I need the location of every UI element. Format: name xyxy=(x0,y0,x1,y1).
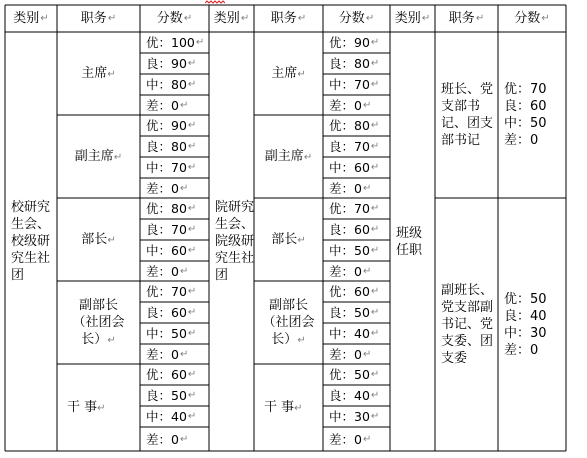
score-college-vice-chairman-fair: 中：60 ↵ xyxy=(329,160,380,175)
score-class-vice-monitor xyxy=(498,198,566,451)
header-score-1: 分数 ↵ xyxy=(156,11,193,26)
score-college-vice-chairman-poor: 差：0 ↵ xyxy=(329,180,372,196)
score-college-chairman-good: 良：80 ↵ xyxy=(329,56,380,71)
score-college-vice-minister-poor: 差：0 ↵ xyxy=(329,346,372,362)
score-school-vice-minister-fair: 中：50 ↵ xyxy=(146,326,197,341)
score-school-staff-poor: 差：0 ↵ xyxy=(146,431,189,447)
score-class-vice-monitor-good: 良：40 xyxy=(504,308,547,324)
role-staff-college: 干 事↵ xyxy=(264,399,303,415)
role-minister-college: 部长↵ xyxy=(271,231,306,247)
score-college-chairman-fair: 中：70 ↵ xyxy=(329,77,380,92)
header-category-1: 类别 ↵ xyxy=(13,11,49,26)
score-college-staff-good: 良：40 ↵ xyxy=(329,388,380,403)
score-college-chairman-poor: 差：0 ↵ xyxy=(329,97,372,113)
score-class-monitor-good: 良：60 xyxy=(504,99,547,114)
score-college-staff-excellent: 优：50 ↵ xyxy=(329,367,380,382)
role-minister-school: 部长↵ xyxy=(81,231,116,247)
score-school-minister-good: 良：70 ↵ xyxy=(146,222,197,237)
score-college-minister-excellent: 优：70 ↵ xyxy=(329,201,380,216)
spellcheck-squiggle xyxy=(205,0,225,4)
score-school-chairman-good: 良：90 ↵ xyxy=(146,56,197,71)
score-school-staff-good: 良：50 ↵ xyxy=(146,388,197,403)
score-school-vice-minister-excellent: 优：70 ↵ xyxy=(146,284,197,299)
score-college-staff-fair: 中：30 ↵ xyxy=(329,409,380,424)
score-school-vice-chairman-good: 良：80 ↵ xyxy=(146,139,197,154)
score-school-minister-excellent: 优：80 ↵ xyxy=(146,201,197,216)
role-chairman-school: 主席↵ xyxy=(81,65,116,81)
score-school-vice-chairman-excellent: 优：90 ↵ xyxy=(146,118,197,133)
score-college-vice-minister-fair: 中：40 ↵ xyxy=(329,326,380,341)
role-chairman-college: 主席↵ xyxy=(271,65,306,81)
score-class-monitor-excellent: 优：70 xyxy=(504,82,547,97)
score-college-vice-minister-excellent: 优：60 ↵ xyxy=(329,284,380,299)
header-role-3: 职务 ↵ xyxy=(448,11,485,26)
role-vice-minister-college: 副部长（社团会长）↵ xyxy=(262,297,315,347)
score-college-vice-chairman-good: 良：70 ↵ xyxy=(329,139,380,154)
role-class-vice-monitor: 副班长、党支部副书记、党支委、团支委 xyxy=(441,283,494,366)
role-vice-chairman-school: 副主席↵ xyxy=(74,148,123,164)
score-class-vice-monitor-excellent: 优：50 xyxy=(504,291,547,307)
score-school-vice-minister-good: 良：60 ↵ xyxy=(146,305,197,320)
score-college-vice-minister-good: 良：50 ↵ xyxy=(329,305,380,320)
score-class-monitor xyxy=(498,32,566,198)
category-college-level: 院研究生会、院级研究生社团 xyxy=(215,200,255,283)
role-vice-chairman-college: 副主席↵ xyxy=(264,148,313,164)
score-college-minister-good: 良：60 ↵ xyxy=(329,222,380,237)
header-role-2: 职务 ↵ xyxy=(270,11,307,26)
header-role-1: 职务 ↵ xyxy=(80,11,117,26)
score-school-chairman-excellent: 优：100 ↵ xyxy=(146,35,205,50)
score-school-staff-fair: 中：40 ↵ xyxy=(146,409,197,424)
score-class-vice-monitor-fair: 中：30 xyxy=(504,325,547,341)
score-school-vice-minister-poor: 差：0 ↵ xyxy=(146,346,189,362)
score-school-chairman-poor: 差：0 ↵ xyxy=(146,97,189,113)
score-school-chairman-fair: 中：80 ↵ xyxy=(146,77,197,92)
score-school-vice-chairman-poor: 差：0 ↵ xyxy=(146,180,189,196)
score-class-vice-monitor-poor: 差：0 xyxy=(504,342,539,358)
score-college-staff-poor: 差：0 ↵ xyxy=(329,431,372,447)
score-college-chairman-excellent: 优：90 ↵ xyxy=(329,35,380,50)
header-category-3: 类别 ↵ xyxy=(394,11,431,26)
score-class-monitor-poor: 差：0 xyxy=(504,133,539,148)
header-score-3: 分数 ↵ xyxy=(514,11,550,26)
score-school-vice-chairman-fair: 中：70 ↵ xyxy=(146,160,197,175)
score-college-vice-chairman-excellent: 优：80 ↵ xyxy=(329,118,380,133)
role-vice-minister-school: 副部长（社团会长）↵ xyxy=(72,297,125,347)
score-school-minister-poor: 差：0 ↵ xyxy=(146,263,189,279)
score-college-minister-fair: 中：50 ↵ xyxy=(329,243,380,258)
role-staff-school: 干 事↵ xyxy=(67,399,106,415)
score-college-minister-poor: 差：0 ↵ xyxy=(329,263,372,279)
score-school-minister-fair: 中：60 ↵ xyxy=(146,243,197,258)
header-category-2: 类别 ↵ xyxy=(213,11,250,26)
score-school-staff-excellent: 优：60 ↵ xyxy=(146,367,197,382)
score-class-monitor-fair: 中：50 xyxy=(504,116,547,131)
header-score-2: 分数 ↵ xyxy=(338,11,375,26)
category-school-level: 校研究生会、校级研究生社团 xyxy=(11,200,51,283)
category-class-position: 班级任职 xyxy=(396,225,423,258)
role-class-monitor: 班长、党支部书记、团支部书记 xyxy=(441,82,494,148)
